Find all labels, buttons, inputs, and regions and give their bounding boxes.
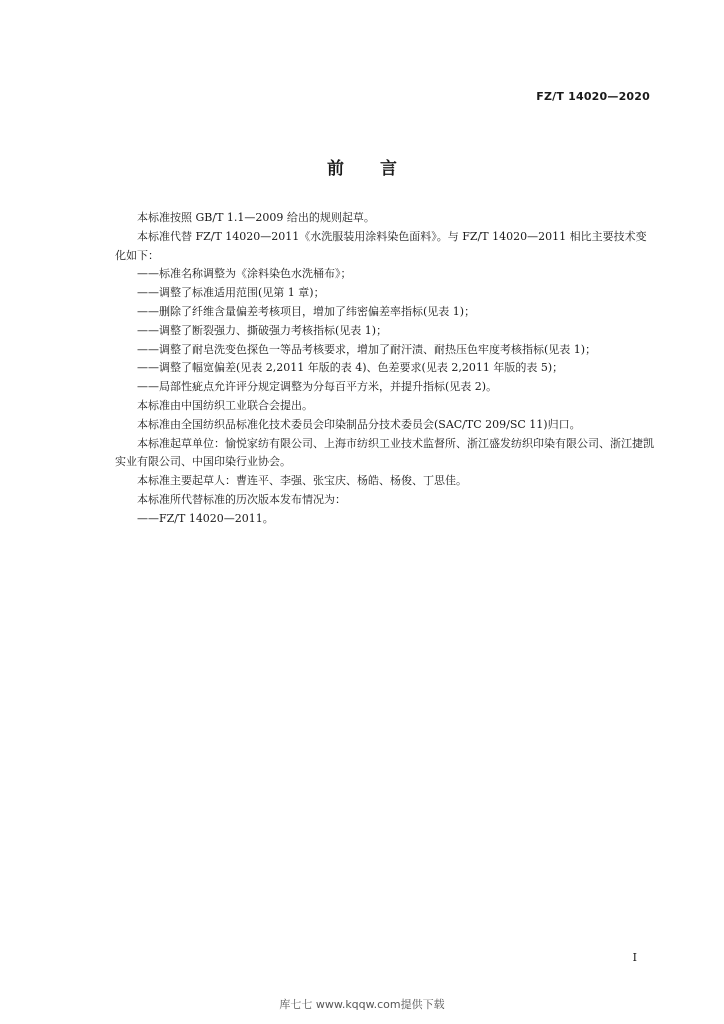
history-item: ——FZ/T 14020—2011。 — [137, 511, 274, 525]
change-item: ——调整了幅宽偏差(见表 2,2011 年版的表 4)、色差要求(见表 2,2011 年版的表 5)； — [137, 361, 564, 375]
change-item: ——调整了标准适用范围(见第 1 章)； — [137, 286, 325, 300]
paragraph-history: 本标准所代替标准的历次版本发布情况为： — [137, 492, 346, 506]
paragraph-replacement: 本标准代替 FZ/T 14020—2011《水洗服装用涂料染色面料》。与 FZ/T 14020—2011 相比主要技术变化如下： — [115, 229, 647, 262]
paragraph-proposer: 本标准由中国纺织工业联合会提出。 — [137, 398, 313, 412]
page-number: I — [632, 951, 637, 964]
paragraph-drafters: 本标准主要起草人：曹连平、李强、张宝庆、杨皓、杨俊、丁思佳。 — [137, 474, 467, 488]
paragraph-administrator: 本标准由全国纺织品标准化技术委员会印染制品分技术委员会(SAC/TC 209/SC 11)归口。 — [137, 417, 581, 431]
change-item: ——标准名称调整为《涂料染色水洗桶布》； — [137, 267, 352, 281]
change-item: ——调整了断裂强力、撕破强力考核指标(见表 1)； — [137, 323, 388, 337]
change-item: ——调整了耐皂洗变色探色一等品考核要求，增加了耐汗渍、耐热压色牢度考核指标(见表 1)； — [137, 342, 597, 356]
change-item: ——局部性疵点允许评分规定调整为分每百平方米，并提升指标(见表 2)。 — [137, 380, 498, 394]
foreword-body — [115, 209, 655, 529]
paragraph-drafting-units: 本标准起草单位：愉悦家纺有限公司、上海市纺织工业技术监督所、浙江盛发纺织印染有限公司、浙江捷凯实业有限公司、中国印染行业协会。 — [115, 436, 654, 469]
change-item: ——删除了纤维含量偏差考核项目，增加了纬密偏差率指标(见表 1)； — [137, 304, 476, 318]
document-code: FZ/T 14020—2020 — [536, 90, 650, 103]
footer-watermark: 库七七 www.kqqw.com提供下载 — [279, 998, 445, 1011]
paragraph-drafting-rules: 本标准按照 GB/T 1.1—2009 给出的规则起草。 — [137, 211, 375, 224]
page-title: 前言 — [327, 159, 433, 179]
